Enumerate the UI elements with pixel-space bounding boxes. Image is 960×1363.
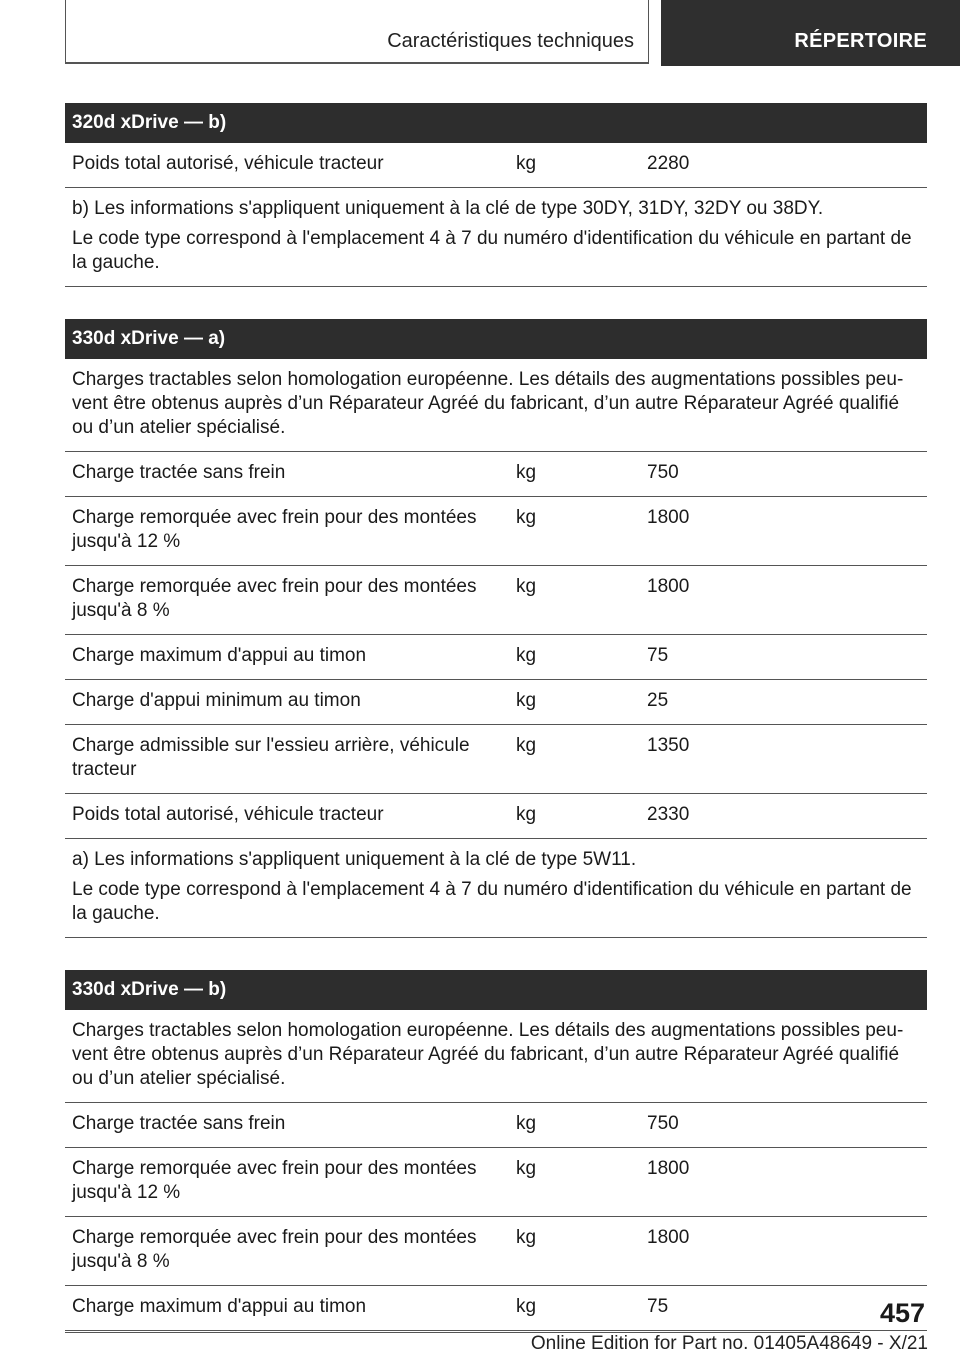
spec-value: 1800 <box>647 1158 690 1179</box>
spec-unit: kg <box>516 804 537 825</box>
spec-value: 2330 <box>647 804 690 825</box>
table-row <box>65 794 927 839</box>
spec-label: Charge d'appui minimum au timon <box>72 690 361 711</box>
spec-value: 1800 <box>647 576 690 597</box>
spec-label: Charge remorquée avec frein pour des montées jusqu'à 8 % <box>72 1227 477 1272</box>
spec-value: 1800 <box>647 1227 690 1248</box>
section-intro: Charges tractables selon homologation européenne. Les détails des augmentations possibles peuvent être obtenus auprès d’un Réparateur Agréé du fabricant, d’un autre Réparateur Agréé qualifié ou d’un atelier spécialisé. <box>65 359 927 452</box>
spec-section <box>65 970 927 1331</box>
spec-label: Charge remorquée avec frein pour des montées jusqu'à 12 % <box>72 1158 477 1203</box>
spec-value: 75 <box>647 645 669 666</box>
footnotes <box>65 839 927 938</box>
spec-value: 750 <box>647 462 679 483</box>
spec-unit: kg <box>516 462 537 483</box>
section-heading: 330d xDrive — b) <box>65 970 927 1010</box>
spec-label: Poids total autorisé, véhicule tracteur <box>72 153 384 174</box>
spec-value: 1350 <box>647 735 690 756</box>
spec-label: Charge maximum d'appui au timon <box>72 645 367 666</box>
table-row <box>65 1286 927 1331</box>
spec-value: 1800 <box>647 507 690 528</box>
spec-unit: kg <box>516 645 537 666</box>
table-row <box>65 1217 927 1286</box>
spec-section <box>65 103 927 287</box>
spec-unit: kg <box>516 690 537 711</box>
footnote-text: a) Les informations s'appliquent uniquement à la clé de type 5W11. <box>72 849 637 870</box>
spec-label: Charge remorquée avec frein pour des montées jusqu'à 8 % <box>72 576 477 621</box>
chapter-tab[interactable] <box>661 0 960 66</box>
spec-unit: kg <box>516 1227 537 1248</box>
spec-label: Poids total autorisé, véhicule tracteur <box>72 804 384 825</box>
table-row <box>65 680 927 725</box>
table-row <box>65 1148 927 1217</box>
table-row <box>65 497 927 566</box>
spec-unit: kg <box>516 1296 537 1317</box>
spec-value: 2280 <box>647 153 690 174</box>
section-heading: 330d xDrive — a) <box>65 319 927 359</box>
spec-label: Charge admissible sur l'essieu arrière, véhicule tracteur <box>72 735 470 780</box>
section-intro: Charges tractables selon homologation européenne. Les détails des augmentations possibles peuvent être obtenus auprès d’un Réparateur Agréé du fabricant, d’un autre Réparateur Agréé qualifié ou d’un atelier spécialisé. <box>65 1010 927 1103</box>
footnote-text: Le code type correspond à l'emplacement 4 à 7 du numéro d'identification du véhicule en partant de la gauche. <box>72 879 912 924</box>
spec-label: Charge tractée sans frein <box>72 462 286 483</box>
footnotes <box>65 188 927 287</box>
section-title-tab[interactable] <box>65 0 649 64</box>
footnote-text: Le code type correspond à l'emplacement 4 à 7 du numéro d'identification du véhicule en partant de la gauche. <box>72 228 912 273</box>
spec-value: 25 <box>647 690 669 711</box>
footnote-text: b) Les informations s'appliquent uniquement à la clé de type 30DY, 31DY, 32DY ou 38DY. <box>72 198 824 219</box>
edition-footer: Online Edition for Part no. 01405A48649 - X/21 <box>530 1333 928 1354</box>
spec-value: 75 <box>647 1296 669 1317</box>
spec-content <box>65 103 927 1363</box>
spec-label: Charge remorquée avec frein pour des montées jusqu'à 12 % <box>72 507 477 552</box>
table-row <box>65 143 927 188</box>
table-row <box>65 1103 927 1148</box>
chapter-tab-label: RÉPERTOIRE <box>794 30 927 52</box>
spec-label: Charge maximum d'appui au timon <box>72 1296 367 1317</box>
spec-unit: kg <box>516 1158 537 1179</box>
spec-section <box>65 319 927 938</box>
spec-unit: kg <box>516 735 537 756</box>
table-row <box>65 452 927 497</box>
spec-value: 750 <box>647 1113 679 1134</box>
table-row <box>65 725 927 794</box>
page-header <box>0 0 960 66</box>
section-heading: 320d xDrive — b) <box>65 103 927 143</box>
spec-unit: kg <box>516 153 537 174</box>
spec-label: Charge tractée sans frein <box>72 1113 286 1134</box>
table-row <box>65 566 927 635</box>
table-row <box>65 635 927 680</box>
page-number: 457 <box>879 1298 925 1328</box>
section-title: Caractéristiques techniques <box>387 30 634 52</box>
spec-unit: kg <box>516 507 537 528</box>
spec-unit: kg <box>516 576 537 597</box>
spec-unit: kg <box>516 1113 537 1134</box>
